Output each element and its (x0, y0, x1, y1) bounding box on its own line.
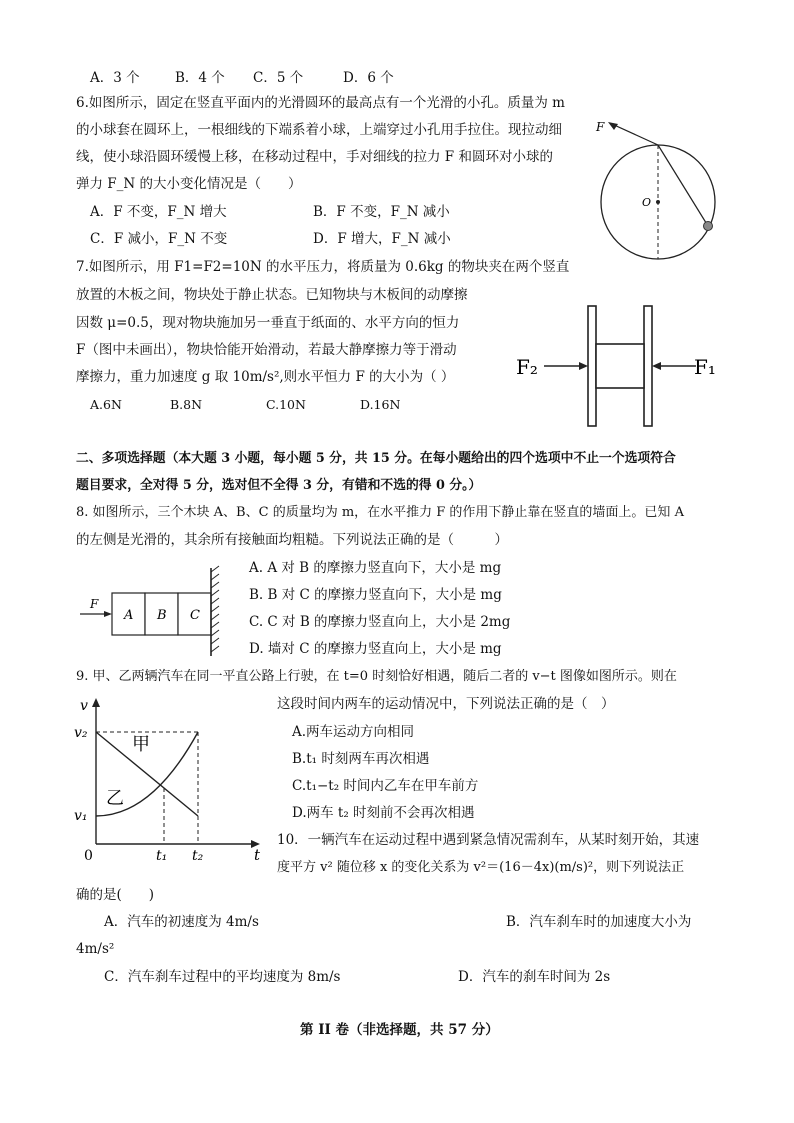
part2-title: 第 II 卷（非选择题，共 57 分） (300, 1022, 499, 1038)
label-origin: 0 (84, 848, 93, 864)
q10-option-a: A．汽车的初速度为 4m/s (104, 914, 259, 930)
q7-stem-line2: 放置的木板之间，物块处于静止状态。已知物块与木板间的动摩擦 (76, 287, 468, 303)
q10-option-b: B．汽车刹车时的加速度大小为 (506, 914, 692, 930)
q9-stem-line2: 这段时间内两车的运动情况中，下列说法正确的是（ ） (277, 696, 615, 712)
block (596, 344, 644, 388)
q6-stem-line4: 弹力 F_N 的大小变化情况是（ ） (76, 176, 302, 192)
q6-stem-line2: 的小球套在圆环上，一根细线的下端系着小球，上端穿过小孔用手拉住。现拉动细 (76, 122, 562, 138)
q5-option-b: B．4 个 (175, 70, 225, 86)
f1-arrowhead (652, 362, 661, 370)
left-board (588, 306, 596, 426)
label-v: v (80, 698, 88, 714)
q9-option-d: D.两车 t₂ 时刻前不会再次相遇 (292, 805, 475, 821)
v-axis-arrowhead (92, 698, 100, 707)
q7-stem-line3: 因数 μ=0.5，现对物块施加另一垂直于纸面的、水平方向的恒力 (76, 315, 460, 331)
q9-option-b: B.t₁ 时刻两车再次相遇 (292, 751, 430, 767)
label-yi: 乙 (106, 788, 124, 809)
q10-stem-line3: 确的是( ) (76, 887, 155, 903)
q9-option-c: C.t₁−t₂ 时间内乙车在甲车前方 (292, 778, 479, 794)
q8-option-d: D. 墙对 C 的摩擦力竖直向上，大小是 mg (249, 641, 502, 657)
force-arrowhead (608, 122, 618, 130)
q6-stem-line1: 6.如图所示，固定在竖直平面内的光滑圆环的最高点有一个光滑的小孔。质量为 m (76, 95, 565, 111)
label-v1: v₁ (74, 808, 88, 824)
q8-option-b: B. B 对 C 的摩擦力竖直向下，大小是 mg (249, 587, 502, 603)
label-F: F (90, 597, 99, 611)
q5-option-a: A．3 个 (90, 70, 140, 86)
f2-arrowhead (579, 362, 588, 370)
wall-hatching (211, 566, 219, 652)
q8-blocks-figure (74, 566, 224, 658)
q7-option-a: A.6N (90, 397, 122, 412)
q9-option-a: A.两车运动方向相同 (292, 724, 415, 740)
label-A: A (124, 608, 134, 623)
q7-option-d: D.16N (360, 397, 401, 412)
label-O: O (642, 196, 652, 209)
section2-heading-line2: 题目要求，全对得 5 分，选对但不全得 3 分，有错和不选的得 0 分。） (76, 478, 482, 493)
center-dot (656, 200, 660, 204)
q6-stem-line3: 线，使小球沿圆环缓慢上移，在移动过程中，手对细线的拉力 F 和圆环对小球的 (76, 149, 553, 165)
label-v2: v₂ (74, 725, 88, 741)
q6-option-c: C．F 减小，F_N 不变 (90, 231, 228, 247)
label-jia: 甲 (132, 734, 150, 755)
ball (704, 222, 713, 231)
label-F1: F₁ (694, 355, 716, 379)
label-B: B (157, 608, 167, 623)
label-t2: t₂ (192, 848, 204, 864)
force-arrow (612, 124, 658, 145)
q10-stem-line2: 度平方 v² 随位移 x 的变化关系为 v²＝(16－4x)(m/s)²，则下列说法正 (277, 860, 685, 875)
string-line (658, 145, 708, 226)
q8-stem-line2: 的左侧是光滑的，其余所有接触面均粗糙。下列说法正确的是（ ） (76, 532, 508, 548)
q6-option-b: B．F 不变，F_N 减小 (313, 204, 450, 220)
section2-heading-line1: 二、多项选择题（本大题 3 小题，每小题 5 分，共 15 分。在每小题给出的四个选项中不止一个选项符合 (76, 451, 676, 466)
right-board (644, 306, 652, 426)
q8-option-c: C. C 对 B 的摩擦力竖直向上，大小是 2mg (249, 614, 511, 630)
q10-option-c: C．汽车刹车过程中的平均速度为 8m/s (104, 969, 341, 985)
label-F: F (596, 120, 605, 134)
q9-stem-line1: 9. 甲、乙两辆汽车在同一平直公路上行驶，在 t=0 时刻恰好相遇，随后二者的 v−t 图像如图所示。则在 (76, 669, 677, 684)
q10-option-d: D．汽车的刹车时间为 2s (458, 969, 611, 985)
force-F-arrowhead (104, 611, 112, 617)
q6-ring-figure (592, 112, 732, 257)
q9-vt-graph (70, 694, 270, 864)
label-F2: F₂ (516, 355, 538, 379)
q7-stem-line4: F（图中未画出），物块恰能开始滑动，若最大静摩擦力等于滑动 (76, 342, 457, 358)
q7-stem-line1: 7.如图所示，用 F1=F2=10N 的水平压力，将质量为 0.6kg 的物块夹在两个竖直 (76, 259, 570, 275)
q6-option-a: A．F 不变，F_N 增大 (90, 204, 227, 220)
q10-option-b-continued: 4m/s² (76, 941, 115, 957)
q5-option-d: D．6 个 (343, 70, 394, 86)
q7-option-b: B.8N (170, 397, 203, 412)
q8-stem-line1: 8. 如图所示，三个木块 A、B、C 的质量均为 m，在水平推力 F 的作用下静止靠在竖直的墙面上。已知 A (76, 505, 684, 520)
q6-option-d: D．F 增大，F_N 减小 (313, 231, 451, 247)
q7-boards-figure (512, 304, 722, 429)
label-C: C (190, 608, 200, 623)
label-t: t (254, 846, 261, 864)
q5-option-c: C．5 个 (253, 70, 304, 86)
q7-stem-line5: 摩擦力，重力加速度 g 取 10m/s²,则水平恒力 F 的大小为（ ） (76, 369, 455, 385)
q10-stem-line1: 10．一辆汽车在运动过程中遇到紧急情况需刹车，从某时刻开始，其速 (277, 832, 700, 848)
q7-option-c: C.10N (266, 397, 306, 412)
label-t1: t₁ (156, 848, 168, 864)
q8-option-a: A. A 对 B 的摩擦力竖直向下，大小是 mg (249, 560, 502, 576)
